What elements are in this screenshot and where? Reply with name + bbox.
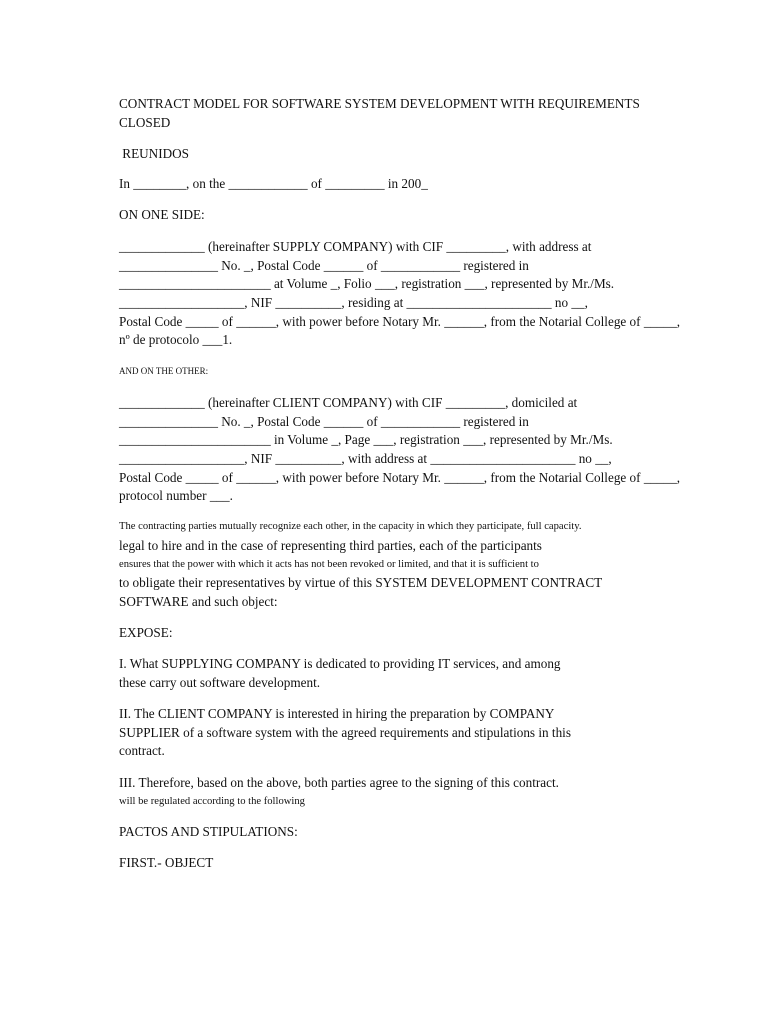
expose-ii-line-2: SUPPLIER of a software system with the agreed requirements and stipulations in this	[119, 725, 571, 740]
and-on-the-other-heading: AND ON THE OTHER:	[119, 366, 209, 376]
supply-party-line-3: _______________________ at Volume _, Folio ___, registration ___, represented by Mr./Ms.	[119, 276, 615, 291]
reunidos-heading: REUNIDOS	[119, 146, 189, 161]
supply-party-line-1: _____________ (hereinafter SUPPLY COMPANY) with CIF _________, with address at	[119, 239, 592, 254]
capacity-line-1: The contracting parties mutually recognize each other, in the capacity in which they participate, full capacity.	[119, 521, 582, 532]
document-title-line-1: CONTRACT MODEL FOR SOFTWARE SYSTEM DEVELOPMENT WITH REQUIREMENTS	[119, 96, 640, 111]
document-title-line-2: CLOSED	[119, 115, 171, 130]
expose-i-line-1: I. What SUPPLYING COMPANY is dedicated to providing IT services, and among	[119, 656, 561, 671]
supply-party-line-2: _______________ No. _, Postal Code ______ of ____________ registered in	[119, 258, 529, 273]
expose-ii-line-3: contract.	[119, 743, 165, 758]
capacity-line-2: legal to hire and in the case of representing third parties, each of the participants	[119, 538, 542, 553]
first-object-heading: FIRST.- OBJECT	[119, 855, 214, 870]
expose-iii-line-2: will be regulated according to the following	[119, 796, 305, 807]
supply-party-line-5: Postal Code _____ of ______, with power before Notary Mr. ______, from the Notarial College of _____,	[119, 314, 681, 329]
pactos-heading: PACTOS AND STIPULATIONS:	[119, 824, 298, 839]
supply-party-line-6: nº de protocolo ___1.	[119, 332, 233, 347]
client-party-line-6: protocol number ___.	[119, 488, 233, 503]
client-party-line-3: _______________________ in Volume _, Page ___, registration ___, represented by Mr./Ms.	[119, 432, 613, 447]
date-line: In ________, on the ____________ of _________ in 200_	[119, 176, 428, 191]
expose-iii-line-1: III. Therefore, based on the above, both parties agree to the signing of this contract.	[119, 775, 559, 790]
client-party-line-4: ___________________, NIF __________, with address at ______________________ no __,	[119, 451, 612, 466]
expose-heading: EXPOSE:	[119, 625, 173, 640]
capacity-line-3: ensures that the power with which it acts has not been revoked or limited, and that it is sufficient to	[119, 559, 539, 570]
supply-party-line-4: ___________________, NIF __________, residing at ______________________ no __,	[119, 295, 588, 310]
expose-i-line-2: these carry out software development.	[119, 675, 321, 690]
client-party-line-2: _______________ No. _, Postal Code ______ of ____________ registered in	[119, 414, 529, 429]
expose-ii-line-1: II. The CLIENT COMPANY is interested in hiring the preparation by COMPANY	[119, 706, 555, 721]
client-party-line-5: Postal Code _____ of ______, with power before Notary Mr. ______, from the Notarial College of _____,	[119, 470, 681, 485]
capacity-line-4: to obligate their representatives by virtue of this SYSTEM DEVELOPMENT CONTRACT	[119, 575, 603, 590]
client-party-line-1: _____________ (hereinafter CLIENT COMPANY) with CIF _________, domiciled at	[119, 395, 578, 410]
capacity-line-5: SOFTWARE and such object:	[119, 594, 278, 609]
on-one-side-heading: ON ONE SIDE:	[119, 207, 205, 222]
